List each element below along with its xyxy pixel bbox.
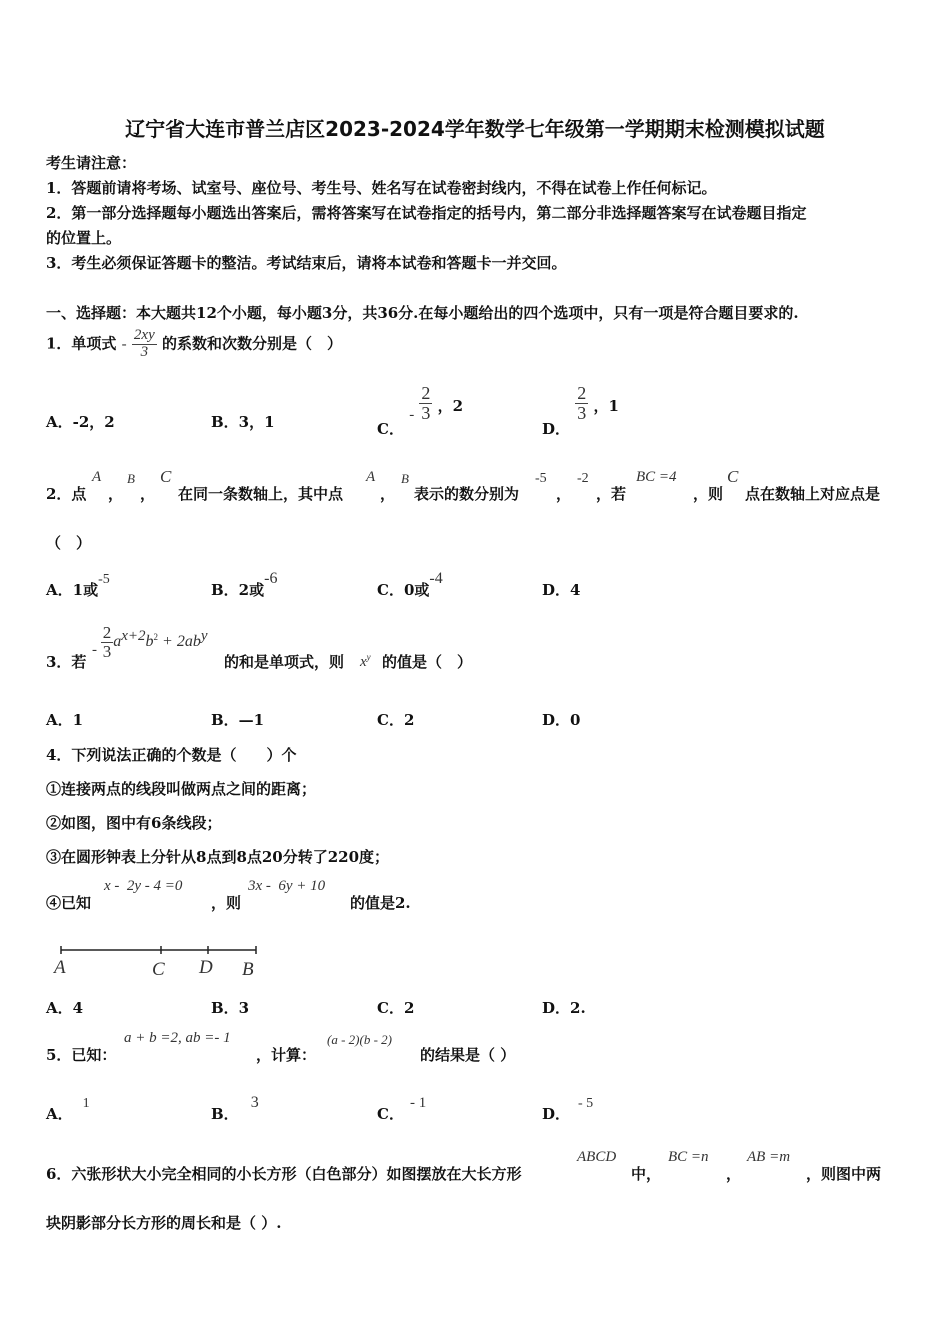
q1-den: 3 (140, 343, 149, 360)
q1-d-fraction (575, 384, 588, 423)
q5-condition: a + b =2, ab =- 1 (124, 1030, 231, 1046)
q1-c-den: 3 (421, 402, 431, 423)
q4-option-a[interactable]: A．4 (46, 999, 84, 1017)
q2-point-a: A (92, 469, 102, 485)
q1-d-num: 2 (577, 383, 587, 403)
q5-expression: (a - 2)(b - 2) (327, 1032, 392, 1047)
q3-option-d[interactable]: D．0 (542, 711, 581, 729)
label-c: C (152, 959, 165, 980)
q2-b-text: B．2或 (211, 581, 265, 599)
q5-d-label: D． (542, 1105, 571, 1123)
q6-t3: ， (726, 1165, 742, 1183)
q5-b-value: 3 (250, 1094, 259, 1111)
q3-exp3: y (200, 627, 208, 644)
q2-point-c: C (727, 467, 739, 486)
q6-t1: 6．六张形状大小完全相同的小长方形（白色部分）如图摆放在大长方形 (46, 1165, 522, 1183)
q3-t1: 3．若 (46, 653, 87, 671)
q2-c-value: -4 (429, 570, 443, 587)
q4-option-b[interactable]: B．3 (211, 999, 250, 1017)
page-title: 辽宁省大连市普兰店区2023-2024学年数学七年级第一学期期末检测模拟试题 (125, 117, 825, 141)
q2-t3: 表示的数分别为 (414, 485, 520, 503)
question-1 (46, 328, 342, 361)
q3-option-a[interactable]: A．1 (46, 711, 84, 729)
q5-option-d[interactable] (542, 1096, 594, 1124)
q1-d-label: D． (542, 420, 571, 439)
q6-t4: ，则图中两 (806, 1165, 882, 1183)
section-heading: 一、选择题：本大题共12个小题，每小题3分，共36分.在每小题给出的四个选项中，只有一项是符合题目要求的. (46, 304, 799, 322)
q5-option-a[interactable] (46, 1096, 90, 1124)
q1-c-rest: ，2 (437, 397, 464, 416)
q4-statement-3: ③在圆形钟表上分针从8点到8点20分转了220度； (46, 848, 390, 866)
q2-option-a[interactable] (46, 572, 110, 600)
q2-point-a: A (366, 469, 376, 485)
q6-line2: 块阴影部分长方形的周长和是（ ）. (46, 1214, 282, 1232)
q4-option-c[interactable]: C．2 (377, 999, 415, 1017)
q1-num: 2xy (133, 327, 155, 343)
q2-t5: ，则 (693, 485, 724, 503)
q2-option-b[interactable] (211, 570, 278, 600)
q2-comma: ， (556, 485, 572, 503)
q3-minus: - (92, 641, 97, 658)
q1-d-den: 3 (577, 402, 587, 423)
q1-c-num: 2 (421, 383, 431, 403)
q3-b: b (145, 632, 154, 650)
q2-point-b: B (127, 471, 135, 486)
q3-x-base: x (360, 654, 367, 670)
notice-item: 2．第一部分选择题每小题选出答案后，需将答案写在试卷指定的括号内，第二部分非选择题答案写在试卷题目指定 (46, 204, 807, 222)
notice-item: 的位置上。 (46, 229, 122, 247)
q3-option-c[interactable]: C．2 (377, 711, 415, 729)
q2-a-text: A．1或 (46, 581, 99, 599)
q3-plus: + 2ab (158, 632, 201, 650)
q2-point-b: B (401, 471, 409, 486)
q4-statement-2: ②如图，图中有6条线段； (46, 814, 222, 832)
notice-item: 3．考生必须保证答题卡的整洁。考试结束后，请将本试卷和答题卡一并交回。 (46, 254, 567, 272)
q6-rect: ABCD (577, 1149, 617, 1165)
q5-option-c[interactable] (377, 1095, 427, 1124)
q3-option-b[interactable]: B．—1 (211, 711, 265, 729)
q1-prefix: 1．单项式 (46, 334, 117, 353)
q4-s4-then: ，则 (211, 894, 242, 912)
q1-option-a[interactable]: A．-2，2 (46, 413, 115, 431)
q1-option-c[interactable] (377, 383, 464, 439)
q2-c-text: C．0或 (377, 581, 430, 599)
q1-minus: - (121, 336, 127, 353)
q4-s4-prefix: ④已知 (46, 894, 92, 912)
label-a: A (54, 957, 66, 978)
q2-paren: （ ） (46, 534, 92, 552)
q4-equation-1: x - 2y - 4 =0 (104, 878, 183, 894)
q4-stem: 4．下列说法正确的个数是（ ）个 (46, 746, 297, 764)
q3-den: 3 (102, 641, 112, 661)
q3-expression (92, 624, 208, 661)
q6-t2: 中， (631, 1165, 662, 1183)
q4-statement-1: ①连接两点的线段叫做两点之间的距离； (46, 780, 317, 798)
q3-num: 2 (102, 623, 112, 642)
q5-a-value: 1 (82, 1096, 90, 1111)
q2-t2: 在同一条数轴上，其中点 (178, 485, 344, 503)
q6-bc: BC =n (668, 1149, 709, 1165)
q3-fraction (101, 624, 114, 661)
q1-c-fraction (419, 384, 432, 423)
notice-heading: 考生请注意： (46, 154, 137, 172)
q5-c-label: C． (377, 1105, 404, 1123)
q5-t3: 的结果是（ ） (420, 1046, 516, 1064)
q3-t3: 的值是（ ） (382, 653, 473, 671)
q2-comma: ， (108, 485, 124, 503)
q2-comma: ， (140, 485, 156, 503)
q3-x-exp: y (366, 652, 371, 662)
q2-comma: ， (380, 485, 396, 503)
q1-option-b[interactable]: B．3，1 (211, 413, 275, 431)
q3-a: a (113, 632, 122, 650)
q3-x (360, 652, 371, 671)
q2-t1: 2．点 (46, 485, 87, 503)
q1-option-d[interactable] (542, 383, 619, 439)
q5-c-value: - 1 (409, 1095, 427, 1111)
q5-t1: 5．已知： (46, 1046, 117, 1064)
q2-value-2: -2 (577, 471, 589, 486)
label-d: D (199, 957, 213, 978)
q1-d-rest: ，1 (593, 397, 619, 416)
q3-t2: 的和是单项式，则 (224, 653, 345, 671)
q2-t4: ，若 (596, 485, 627, 503)
label-b: B (242, 959, 254, 980)
q2-a-value: -5 (98, 572, 110, 587)
q5-option-b[interactable] (211, 1094, 259, 1124)
q4-equation-2: 3x - 6y + 10 (248, 878, 326, 894)
q3-exp1: x+2 (121, 627, 146, 644)
q2-value-1: -5 (535, 471, 547, 486)
q1-c-minus: - (409, 407, 415, 424)
q4-option-d[interactable]: D．2. (542, 999, 586, 1017)
q6-ab: AB =m (747, 1149, 791, 1165)
q5-t2: ，计算： (256, 1046, 317, 1064)
q1-suffix: 的系数和次数分别是（ ） (161, 334, 342, 353)
q1-c-label: C． (377, 420, 404, 439)
q2-point-c: C (160, 467, 172, 486)
q2-option-c[interactable] (377, 570, 443, 600)
q2-t6: 点在数轴上对应点是 (745, 485, 881, 503)
notice-item: 1．答题前请将考场、试室号、座位号、考生号、姓名写在试卷密封线内，不得在试卷上作任何标记。 (46, 179, 717, 197)
q5-b-label: B． (211, 1105, 239, 1123)
q2-condition: BC =4 (636, 469, 677, 485)
q1-fraction (132, 328, 157, 361)
q5-a-label: A． (46, 1105, 73, 1123)
q3-exp2: 2 (153, 631, 159, 642)
q5-d-value: - 5 (578, 1096, 594, 1111)
q2-option-d[interactable]: D．4 (542, 581, 581, 599)
segment-diagram (46, 940, 266, 980)
q4-s4-suffix: 的值是2. (350, 894, 411, 912)
q2-b-value: -6 (264, 570, 278, 587)
